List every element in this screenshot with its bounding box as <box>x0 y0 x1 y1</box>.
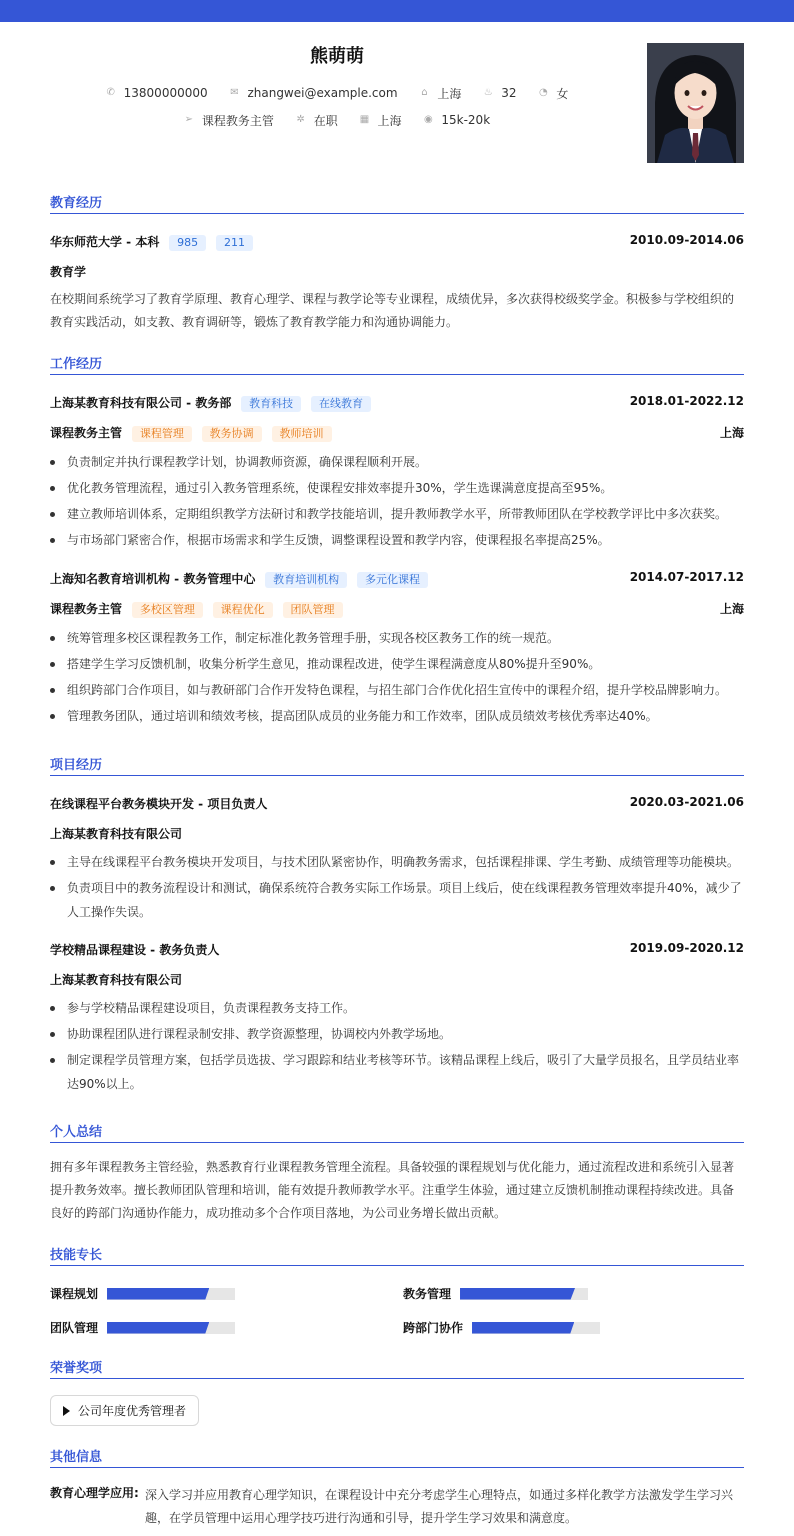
resume-header <box>0 22 794 172</box>
send-icon: ➢ <box>184 114 194 125</box>
contact-line <box>0 84 674 102</box>
education-header-row <box>50 233 744 251</box>
other-label: 教育心理学应用: <box>50 1486 139 1500</box>
work-bullet: 负责制定并执行课程教学计划，协调教师资源，确保课程顺利开展。 <box>50 450 744 474</box>
section-work-title <box>50 351 744 375</box>
project-period: 2020.03-2021.06 <box>629 795 744 809</box>
project-org: 上海某教育科技有限公司 <box>50 827 183 841</box>
work-role: 课程教务主管 <box>50 602 123 616</box>
project-bullet: 主导在线课程平台教务模块开发项目，与技术团队紧密协作，明确教务需求，包括课程排课、学生考勤、成绩管理等功能模块。 <box>50 850 744 874</box>
skill-bar-fill <box>107 1322 209 1334</box>
section-education-title <box>50 190 744 214</box>
project-period: 2019.09-2020.12 <box>629 941 744 955</box>
section-project-label: 项目经历 <box>50 758 103 773</box>
work-role: 课程教务主管 <box>50 426 123 440</box>
skill-bar <box>460 1288 588 1300</box>
work-bullet: 统筹管理多校区课程教务工作，制定标准化教务管理手册，实现各校区教务工作的统一规范。 <box>50 626 744 650</box>
section-education-label: 教育经历 <box>50 196 103 211</box>
summary-text: 拥有多年课程教务主管经验，熟悉教育行业课程教务管理全流程。具备较强的课程规划与优化能力，通过流程改进和系统引入显著提升教务效率。擅长教师团队管理和培训，能有效提升教师教学水平。注重学生体验，通过建立反馈机制推动课程持续改进。具备良好的跨部门沟通协作能力，成功推动多个合作项目落地，为公司业务增长做出贡献。 <box>50 1160 735 1220</box>
work-skill-tag: 课程优化 <box>213 602 273 618</box>
skill-name: 课程规划 <box>50 1287 99 1301</box>
skill-bar <box>107 1288 235 1300</box>
work-period: 2018.01-2022.12 <box>629 394 744 408</box>
project-header-row <box>50 795 744 812</box>
phone-item <box>106 86 208 100</box>
mail-icon: ✉ <box>230 87 239 98</box>
section-summary-label: 个人总结 <box>50 1125 103 1140</box>
location-text: 上海 <box>437 86 462 101</box>
project-title: 在线课程平台教务模块开发 - 项目负责人 <box>50 797 268 811</box>
work-bullet: 建立教师培训体系，定期组织教学方法研讨和教学技能培训，提升教师教学水平，所带教师团队在学校教学评比中多次获奖。 <box>50 502 744 526</box>
work-skill-tag: 教务协调 <box>202 426 262 442</box>
gender-item <box>538 85 568 102</box>
work-period: 2014.07-2017.12 <box>629 570 744 584</box>
position-item <box>184 112 274 129</box>
skill-item <box>50 1285 235 1302</box>
gender-icon: ◔ <box>538 87 548 98</box>
work-tag: 在线教育 <box>311 396 371 412</box>
salary-text: 15k-20k <box>441 113 491 127</box>
education-school: 华东师范大学 - 本科 <box>50 235 160 249</box>
salary-item <box>423 113 490 127</box>
work-bullet: 与市场部门紧密合作，根据市场需求和学生反馈，调整课程设置和教学内容，使课程报名率提高25%。 <box>50 528 744 552</box>
work-company: 上海某教育科技有限公司 - 教务部 <box>50 396 232 410</box>
skill-item <box>403 1285 588 1302</box>
work-tag: 教育科技 <box>241 396 301 412</box>
status-icon: ✲ <box>296 114 305 125</box>
award-text: 公司年度优秀管理者 <box>78 1404 187 1418</box>
candidate-name: 熊萌萌 <box>310 46 364 67</box>
education-tag: 211 <box>216 235 253 251</box>
status-item <box>296 112 338 129</box>
education-major: 教育学 <box>50 265 87 279</box>
money-icon: ◉ <box>424 114 433 125</box>
email-item <box>229 86 397 100</box>
other-text: 深入学习并应用教育心理学知识，在课程设计中充分考虑学生心理特点，如通过多样化教学方法激发学生学习兴趣，在学员管理中运用心理学技巧进行沟通和引导，提升学生学习效果和满意度。 <box>145 1488 734 1525</box>
top-accent-bar <box>0 0 794 22</box>
city-item <box>360 112 402 129</box>
project-org: 上海某教育科技有限公司 <box>50 973 183 987</box>
building-icon: ▦ <box>359 114 370 125</box>
skill-bar-fill <box>472 1322 574 1334</box>
work-city: 上海 <box>719 426 744 440</box>
work-skill-tag: 多校区管理 <box>132 602 203 618</box>
award-item[interactable] <box>50 1395 199 1426</box>
profile-photo-illustration <box>647 43 744 163</box>
work-tag: 教育培训机构 <box>265 572 347 588</box>
skill-item <box>50 1319 235 1336</box>
profile-photo <box>647 43 744 163</box>
project-bullet: 制定课程学员管理方案，包括学员选拔、学习跟踪和结业考核等环节。该精品课程上线后，吸引了大量学员报名，且学员结业率达90%以上。 <box>50 1048 744 1096</box>
project-header-row <box>50 941 744 958</box>
project-bullet: 负责项目中的教务流程设计和测试，确保系统符合教务实际工作场景。项目上线后，使在线课程教务管理效率提升40%，减少了人工操作失误。 <box>50 876 744 924</box>
section-skills-title <box>50 1242 744 1266</box>
work-skill-tag: 团队管理 <box>283 602 343 618</box>
section-other-title <box>50 1444 744 1468</box>
position-text: 课程教务主管 <box>201 113 274 128</box>
work-bullet: 搭建学生学习反馈机制，收集分析学生意见，推动课程改进，使学生课程满意度从80%提升至90%。 <box>50 652 744 676</box>
work-role-row <box>50 600 744 618</box>
age-item <box>483 86 516 100</box>
section-skills-label: 技能专长 <box>50 1248 103 1263</box>
work-bullet: 管理教务团队，通过培训和绩效考核，提高团队成员的业务能力和工作效率，团队成员绩效考核优秀率达40%。 <box>50 704 744 728</box>
education-period: 2010.09-2014.06 <box>629 233 744 247</box>
cake-icon: ♨ <box>483 87 493 98</box>
section-awards-label: 荣誉奖项 <box>50 1361 103 1376</box>
location-item <box>419 85 461 102</box>
work-bullet: 组织跨部门合作项目，如与教研部门合作开发特色课程，与招生部门合作优化招生宣传中的课程介绍，提升学校品牌影响力。 <box>50 678 744 702</box>
work-role-row <box>50 424 744 442</box>
job-intent-line <box>0 111 674 129</box>
work-skill-tag: 课程管理 <box>132 426 192 442</box>
city-text: 上海 <box>377 113 402 128</box>
home-icon: ⌂ <box>421 87 428 98</box>
education-tag: 985 <box>169 235 206 251</box>
skill-bar-fill <box>107 1288 209 1300</box>
project-bullet: 协助课程团队进行课程录制安排、教学资源整理，协调校内外教学场地。 <box>50 1022 744 1046</box>
section-project-title <box>50 752 744 776</box>
skill-name: 跨部门协作 <box>403 1321 464 1335</box>
section-work-label: 工作经历 <box>50 357 103 372</box>
project-bullet: 参与学校精品课程建设项目，负责课程教务支持工作。 <box>50 996 744 1020</box>
skill-name: 教务管理 <box>403 1287 452 1301</box>
work-header-row <box>50 394 744 412</box>
work-bullet: 优化教务管理流程，通过引入教务管理系统，使课程安排效率提升30%，学生选课满意度提高至95%。 <box>50 476 744 500</box>
skill-bar <box>472 1322 600 1334</box>
skill-bar <box>107 1322 235 1334</box>
skill-bar-fill <box>460 1288 575 1300</box>
skill-name: 团队管理 <box>50 1321 99 1335</box>
email-text: zhangwei@example.com <box>247 86 398 100</box>
section-awards-title <box>50 1355 744 1379</box>
age-text: 32 <box>501 86 517 100</box>
status-text: 在职 <box>313 113 338 128</box>
work-tag: 多元化课程 <box>357 572 428 588</box>
skill-item <box>403 1319 600 1336</box>
work-skill-tag: 教师培训 <box>272 426 332 442</box>
section-summary-title <box>50 1119 744 1143</box>
play-icon <box>63 1406 70 1416</box>
education-description: 在校期间系统学习了教育学原理、教育心理学、课程与教学论等专业课程，成绩优异，多次获得校级奖学金。积极参与学校组织的教育实践活动，如支教、教育调研等，锻炼了教育教学能力和沟通协调能力。 <box>50 292 735 329</box>
work-header-row <box>50 570 744 588</box>
work-city: 上海 <box>719 602 744 616</box>
project-title: 学校精品课程建设 - 教务负责人 <box>50 943 220 957</box>
gender-text: 女 <box>556 86 569 101</box>
section-other-label: 其他信息 <box>50 1450 103 1465</box>
work-company: 上海知名教育培训机构 - 教务管理中心 <box>50 572 256 586</box>
phone-icon: ✆ <box>106 87 115 98</box>
phone-text: 13800000000 <box>123 86 208 100</box>
